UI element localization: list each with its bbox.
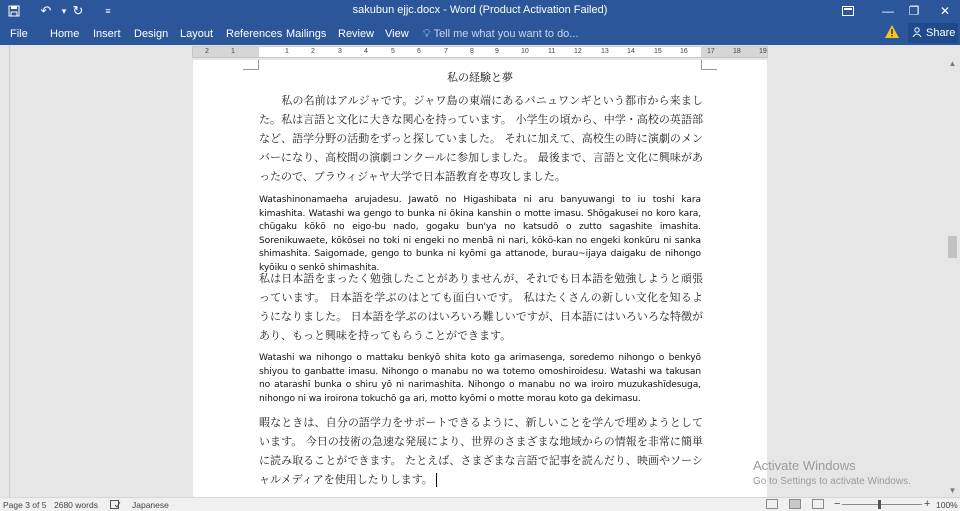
zoom-slider-thumb[interactable] (878, 500, 881, 509)
word-count[interactable]: 2680 words (54, 500, 98, 510)
zoom-level[interactable]: 100% (936, 500, 958, 510)
window-title: sakubun ejjc.docx - Word (Product Activation Failed) (352, 4, 608, 16)
scroll-up-icon[interactable]: ▲ (948, 59, 957, 68)
ruler-mark: 1 (285, 48, 289, 55)
tell-me-text: Tell me what you want to do... (433, 28, 579, 40)
ruler-mark: 2 (205, 48, 209, 55)
ruler-mark: 1 (231, 48, 235, 55)
ruler-mark: 8 (470, 48, 474, 55)
page-count[interactable]: Page 3 of 5 (3, 500, 47, 510)
zoom-out-icon[interactable]: − (834, 498, 841, 510)
tab-references[interactable]: References (226, 28, 283, 40)
ruler-mark: 16 (680, 48, 688, 55)
tell-me-box[interactable] (423, 26, 578, 42)
tab-layout[interactable]: Layout (180, 28, 214, 40)
ruler-mark: 14 (627, 48, 635, 55)
redo-icon[interactable]: ↻ (72, 3, 84, 18)
status-bar (0, 497, 960, 511)
ribbon-tabs (0, 22, 960, 45)
ribbon-display-options-icon[interactable] (828, 0, 868, 22)
ruler-mark: 15 (654, 48, 662, 55)
paragraph-japanese[interactable]: 私の名前はアルジャです。ジャワ島の東端にあるバニュワンギという都市から来ました。私は言語と文化に大きな関心を持っています。 小学生の頃から、中学・高校の英語部など、語学分野の活動をずっと探していました。 それに加えて、高校生の時に演劇のメンバーになり、高校間の演劇コンクールに参加しました。 最後まで、言語と文化に興味があったので、ブラウィジャヤ大学で日本語教育を専攻しました。 (259, 94, 703, 183)
ruler-mark: 7 (444, 48, 448, 55)
ruler-mark: 2 (311, 48, 315, 55)
tab-review[interactable]: Review (338, 28, 375, 40)
ruler-mark: 17 (707, 48, 715, 55)
zoom-in-icon[interactable]: + (924, 498, 931, 510)
undo-dropdown-icon[interactable]: ▾ (61, 5, 67, 16)
zoom-slider[interactable] (842, 504, 922, 505)
ruler-left-margin (193, 47, 259, 57)
ruler-mark: 13 (601, 48, 609, 55)
tab-insert[interactable]: Insert (93, 28, 121, 40)
tab-mailings[interactable]: Mailings (286, 28, 327, 40)
tab-view[interactable]: View (385, 28, 409, 40)
document-page[interactable] (193, 60, 767, 497)
print-layout-icon[interactable] (789, 499, 801, 509)
scroll-down-icon[interactable]: ▼ (948, 486, 957, 495)
share-label: Share (926, 27, 956, 39)
lightbulb-icon: 💡︎ (423, 28, 431, 40)
ruler-mark: 3 (338, 48, 342, 55)
paragraph-japanese[interactable] (259, 413, 703, 489)
paragraph-romaji[interactable]: Watashinonamaeha arujadesu. Jawatō no Higashibata ni aru banyuwangi to iu toshi kara kimashita. Watashi wa gengo to bunka ni ōkina kanshin o motte imasu. Shōgakusei no koro kara, chūgaku kōkō no eigo-bu nado, gogaku bun'ya no katsudō o zutto sagashite imashita. Sorenikuwaete, kōkōsei no toki ni engeki no menbā ni nari, kōkō-kan no engeki konkūru ni sanka shimashita. Saigomade, gengo to bunka ni kyōmi ga attanode, burau~ijaya daigaku de nihongo kyōiku o senkō shimashita. (259, 195, 701, 273)
ruler-mark: 19 (759, 48, 767, 55)
horizontal-ruler[interactable] (192, 46, 768, 58)
ruler-mark: 18 (733, 48, 741, 55)
tab-home[interactable]: Home (50, 28, 80, 40)
activate-windows-subtitle: Go to Settings to activate Windows. (753, 476, 911, 487)
tab-design[interactable]: Design (134, 28, 169, 40)
proofing-icon[interactable] (110, 500, 121, 511)
warning-icon[interactable] (884, 24, 900, 40)
scroll-thumb[interactable] (948, 236, 957, 258)
language-indicator[interactable]: Japanese (132, 500, 169, 510)
activate-windows-title: Activate Windows (753, 458, 856, 473)
web-layout-icon[interactable] (812, 499, 824, 509)
undo-icon[interactable]: ↶ (40, 3, 52, 18)
ruler-mark: 12 (574, 48, 582, 55)
document-title[interactable]: 私の経験と夢 (447, 71, 513, 84)
customize-qat-icon[interactable]: ≡ (105, 6, 111, 16)
vertical-scrollbar[interactable] (945, 58, 960, 497)
ruler-mark: 11 (548, 48, 556, 55)
paragraph-romaji[interactable]: Watashi wa nihongo o mattaku benkyō shita koto ga arimasenga, soredemo nihongo o benkyō shiyou to ganbatte imasu. Nihongo o manabu no wa totemo omoshiroidesu. Watashi wa takusan no atarashī bunka o shiru yō ni narimashita. Nihongo o manabu no wa iroiro muzukashīdesuga, nihongo ni wa iroirona tokuchō ga ari, motto kyōmi o motte morau koto ga dekimasu. (259, 353, 701, 404)
paragraph-japanese[interactable]: 私は日本語をまったく勉強したことがありませんが、それでも日本語を勉強しようと頑張っています。 日本語を学ぶのはとても面白いです。 私はたくさんの新しい文化を知るようになりました。 日本語を学ぶのはいろいろ難しいですが、日本語にはいろいろな特徴があり、もっと興味を持ってもらうことができます。 (259, 272, 703, 342)
ruler-mark: 4 (364, 48, 368, 55)
ruler-mark: 9 (495, 48, 499, 55)
tab-file[interactable]: File (10, 28, 28, 40)
title-bar (0, 0, 960, 22)
close-icon[interactable]: ✕ (939, 4, 951, 18)
person-icon (912, 27, 922, 40)
restore-icon[interactable]: ❐ (908, 4, 920, 18)
vertical-ruler[interactable] (0, 45, 10, 497)
minimize-icon[interactable]: — (882, 4, 894, 18)
ruler-mark: 6 (417, 48, 421, 55)
ruler-mark: 10 (521, 48, 529, 55)
paragraph-text: 暇なときは、自分の語学力をサポートできるように、新しいことを学んで埋めようとしています。 今日の技術の急速な発展により、世界のさまざまな地域からの情報を非常に簡単に読み取ることができます。 たとえば、さまざまな言語で記事を読んだり、映画やソーシャルメディアを使用したりします。 (259, 416, 703, 486)
text-cursor (436, 473, 437, 487)
share-button[interactable] (908, 23, 958, 43)
ruler-mark: 5 (391, 48, 395, 55)
read-mode-icon[interactable] (766, 499, 778, 509)
